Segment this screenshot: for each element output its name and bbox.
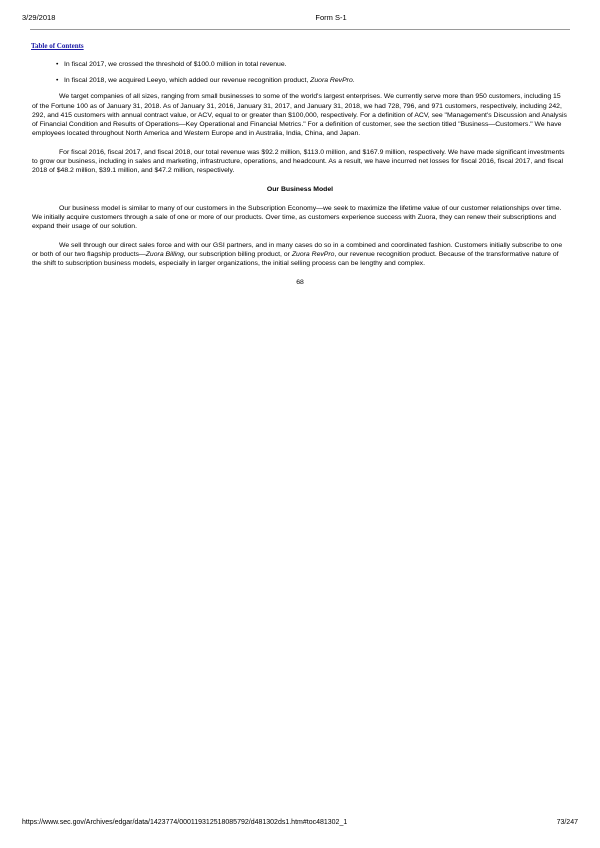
product-name: Zuora RevPro — [310, 77, 353, 85]
paragraph-customers: We target companies of all sizes, ranging from small businesses to some of the world's largest enterprises. We currently serve more than 950 customers, including 15 of the Fortune 100 as of January 31, 2018. As of January 31, 2016, January 31, 2017, and January 31, 2018, we had 728, 796, and 971 customers, respectively, including 242, 292, and 415 customers with annual contract value, or ACV, equal to or greater than $100,000, respectively. For a definition of ACV, see "Management's Discussion and Analysis of Financial Condition and Results of Operations—Key Operational and Financial Metrics." For a definition of customer, see the section titled "Business—Customers." We have employees located throughout North America and Western Europe and in Australia, India, China, and Japan. — [32, 93, 567, 138]
footer-page-count: 73/247 — [556, 819, 578, 826]
product-name: Zuora Billing — [145, 251, 184, 259]
text-run: , our subscription billing product, or — [183, 251, 292, 259]
paragraph-revenue: For fiscal 2016, fiscal 2017, and fiscal 2018, our total revenue was $92.2 million, $113.0 million, and $167.9 million, respectively. We have made significant investments to grow our business, including in sales and marketing, infrastructure, operations, and headcount. As a result, we have incurred net losses for fiscal 2016, fiscal 2017, and fiscal 2018 of $48.2 million, $39.1 million, and $47.2 million, respectively. — [32, 148, 565, 175]
list-item — [32, 76, 568, 85]
bullet-icon: • — [56, 77, 59, 85]
bullet-text: In fiscal 2017, we crossed the threshold of $100.0 million in total revenue. — [64, 61, 287, 68]
paragraph-business-model: Our business model is similar to many of our customers in the Subscription Economy—we seek to maximize the lifetime value of our customer relationships over time. We initially acquire customers through a sale of one or more of our products. Over time, as customers experience success with Zuora, they can renew their subscriptions and expand their usage of our solution. — [32, 204, 562, 231]
bullet-icon: • — [56, 61, 59, 68]
product-name: Zuora RevPro — [291, 251, 335, 259]
bullet-text: In fiscal 2018, we acquired Leeyo, which added our revenue recognition product, — [64, 77, 311, 85]
footer-url: https://www.sec.gov/Archives/edgar/data/1423774/000119312518085792/d481302ds1.htm#toc481302_1 — [22, 819, 348, 826]
header-divider — [30, 29, 570, 30]
text-run: We sell through our direct sales force and with our GSI partners, and in many cases do so in a combined and coordinated fashion. Customers initially subscribe to one or both of our two flagship products— — [32, 241, 563, 259]
section-heading: Our Business Model — [266, 186, 334, 194]
print-date: 3/29/2018 — [22, 13, 56, 22]
highlights-list — [32, 60, 568, 85]
table-of-contents-link[interactable]: Table of Contents — [31, 42, 84, 50]
paragraph-sales — [32, 241, 568, 269]
list-item — [32, 60, 568, 69]
text-run: , our revenue recognition product. Because of the transformative nature of the shift to subscription business models, especially in larger organizations, the initial selling process can be lengthy and complex. — [32, 251, 559, 268]
page-number: 68 — [296, 278, 304, 286]
bullet-end: . — [352, 77, 355, 85]
document-body — [32, 60, 568, 287]
document-title: Form S-1 — [315, 13, 347, 22]
